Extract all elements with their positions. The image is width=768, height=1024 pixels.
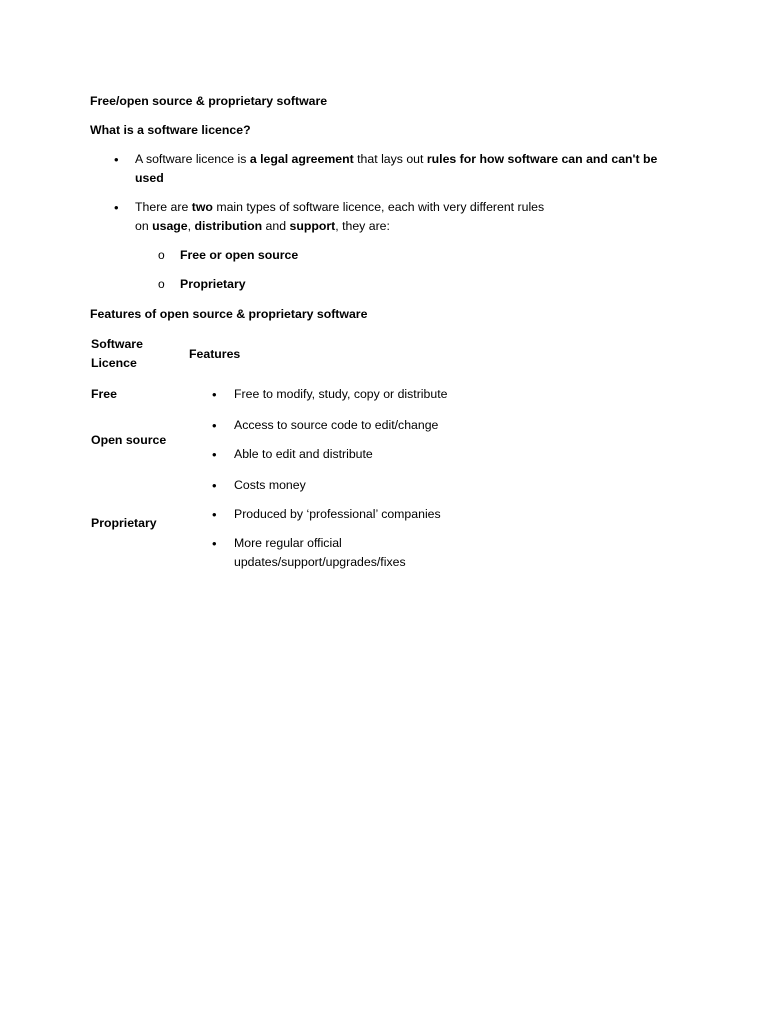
sub-item-free-open-source: Free or open source (180, 248, 299, 262)
features-heading: Features of open source & proprietary software (90, 307, 368, 321)
document-heading: Free/open source & proprietary software (90, 94, 328, 108)
feature-bullet-marker: • (212, 536, 217, 551)
bullet-definition-line2: used (135, 171, 164, 185)
feature-item: More regular official updates/support/upgrades/fixes (234, 536, 406, 569)
feature-bullet-marker: • (212, 447, 217, 462)
bullet-types-line1: There are two main types of software licence, each with very different rules (135, 200, 545, 214)
sub-bullet-marker: o (158, 248, 165, 262)
feature-item: Costs money (234, 478, 306, 492)
feature-bullet-marker: • (212, 507, 217, 522)
bullet-definition-line1: A software licence is a legal agreement that lays out rules for how software can and can't be (135, 152, 658, 166)
bullet-marker: • (114, 152, 119, 167)
table-header-features: Features (189, 347, 241, 361)
row-label-free: Free (91, 387, 117, 401)
bullet-marker: • (114, 200, 119, 215)
feature-bullet-marker: • (212, 478, 217, 493)
table-header-licence: Software Licence (91, 337, 143, 370)
feature-bullet-marker: • (212, 387, 217, 402)
feature-item: Able to edit and distribute (234, 447, 373, 461)
row-label-proprietary: Proprietary (91, 516, 157, 530)
feature-bullet-marker: • (212, 418, 217, 433)
sub-item-proprietary: Proprietary (180, 277, 246, 291)
section-question: What is a software licence? (90, 123, 251, 137)
bullet-types-line2: on usage, distribution and support, they are: (135, 219, 390, 233)
sub-bullet-marker: o (158, 277, 165, 291)
row-label-open-source: Open source (91, 433, 167, 447)
feature-item: Produced by ‘professional’ companies (234, 507, 441, 521)
feature-item: Access to source code to edit/change (234, 418, 439, 432)
feature-item: Free to modify, study, copy or distribute (234, 387, 448, 401)
